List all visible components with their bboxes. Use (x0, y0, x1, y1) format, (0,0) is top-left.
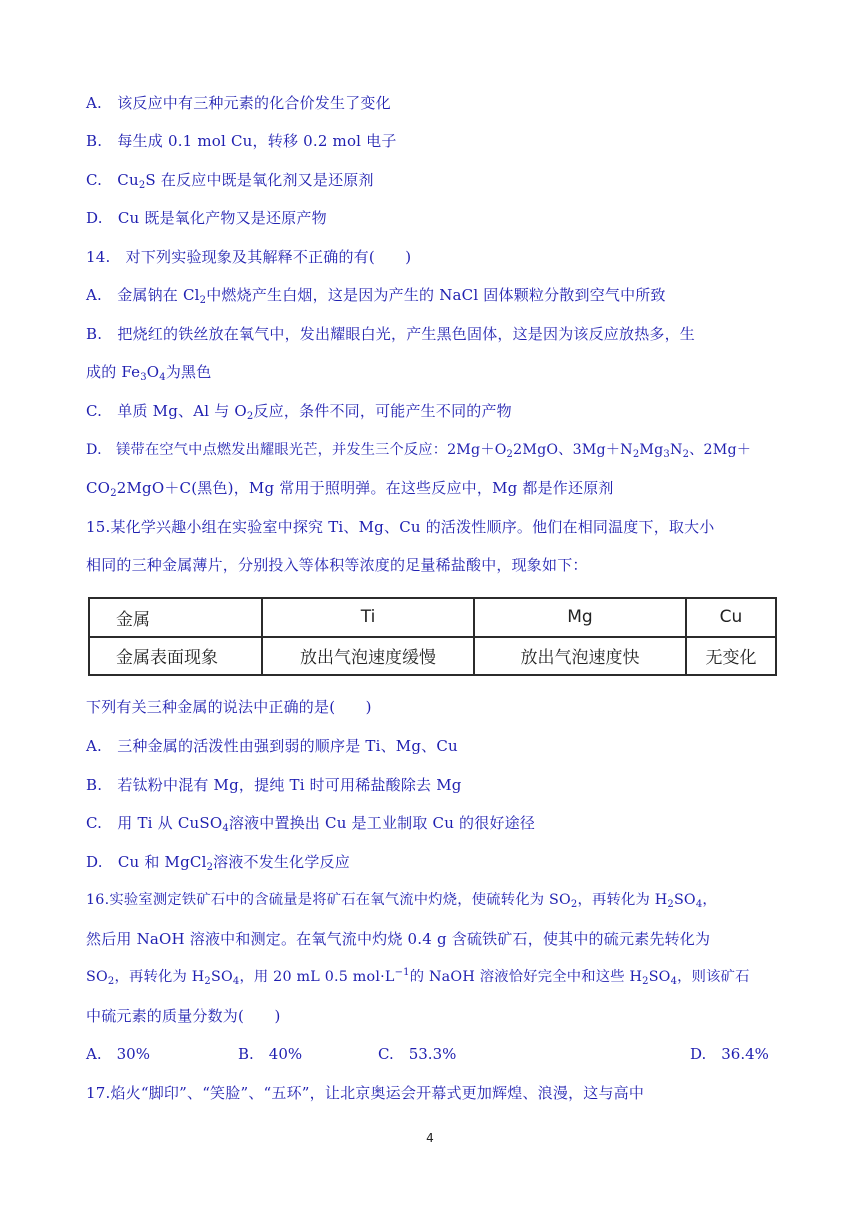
q13-option-c: C. $Cu_2S$ 在反应中既是氧化剂又是还原剂 (86, 171, 374, 191)
q16-stem-line1: 16.实验室测定铁矿石中的含硫量是将矿石在氧气流中灼烧，使硫转化为 $SO_2$，再转化为 $H_2SO_4$， (86, 892, 717, 910)
q15-question: 下列有关三种金属的说法中正确的是( ) (86, 698, 372, 716)
q14-stem: 14. 对下列实验现象及其解释不正确的有( ) (86, 248, 412, 266)
q16-stem-line3: $SO_2$，再转化为 $H_2SO_4$，用 20 mL 0.5 $mol\cdot L^{-1}$的 NaOH 溶液恰好完全中和这些 $H_2SO_4$，则该矿石 (86, 967, 750, 987)
table-cell: Ti (262, 598, 474, 637)
table-cell: 金属 (89, 598, 262, 637)
q14-option-d: D. 镁带在空气中点燃发出耀眼光芒，并发生三个反应：$2Mg+O_22MgO$、$3Mg+N_2Mg_3N_2$、2Mg＋ (86, 442, 752, 460)
q13-option-a: A. 该反应中有三种元素的化合价发生了变化 (86, 94, 391, 112)
q16-option-b: B. 40% (238, 1045, 303, 1063)
table-cell: 金属表面现象 (89, 637, 262, 676)
q15-stem-line1: 15.某化学兴趣小组在实验室中探究 Ti、Mg、Cu 的活泼性顺序。他们在相同温度下，取大小 (86, 518, 715, 536)
table-cell: 无变化 (686, 637, 776, 676)
q14-option-c: C. 单质 Mg、Al 与 $O_2$反应，条件不同，可能产生不同的产物 (86, 402, 512, 422)
table-cell: 放出气泡速度缓慢 (262, 637, 474, 676)
table-cell: Mg (474, 598, 686, 637)
q14-option-a: A. 金属钠在 $Cl_2$中燃烧产生白烟，这是因为产生的 NaCl 固体颗粒分散到空气中所致 (86, 286, 666, 306)
q13-option-d: D. Cu 既是氧化产物又是还原产物 (86, 209, 327, 227)
q16-option-d: D. 36.4% (690, 1045, 769, 1063)
q14-option-b-cont: 成的 $Fe_3O_4$为黑色 (86, 363, 212, 383)
q15-option-d: D. Cu 和 MgCl$_2$溶液不发生化学反应 (86, 853, 350, 873)
table-cell: Cu (686, 598, 776, 637)
q16-stem-line4: 中硫元素的质量分数为( ) (86, 1007, 281, 1025)
page-number: 4 (426, 1131, 434, 1145)
q16-option-a: A. 30% (86, 1045, 150, 1063)
q14-option-b: B. 把烧红的铁丝放在氧气中，发出耀眼白光，产生黑色固体，这是因为该反应放热多，生 (86, 325, 695, 343)
table-row (89, 637, 776, 676)
table-header-row (89, 598, 776, 637)
q13-option-b: B. 每生成 0.1 mol Cu，转移 0.2 mol 电子 (86, 132, 397, 150)
q15-metal-table (88, 597, 777, 676)
q17-stem-line1: 17.焰火“脚印”、“笑脸”、“五环”，让北京奥运会开幕式更加辉煌、浪漫，这与高中 (86, 1084, 645, 1102)
q16-stem-line2: 然后用 NaOH 溶液中和测定。在氧气流中灼烧 0.4 g 含硫铁矿石，使其中的硫元素先转化为 (86, 930, 711, 948)
q16-option-c: C. 53.3% (378, 1045, 457, 1063)
q15-option-b: B. 若钛粉中混有 Mg，提纯 Ti 时可用稀盐酸除去 Mg (86, 776, 462, 794)
table-cell: 放出气泡速度快 (474, 637, 686, 676)
q14-option-d-cont: $CO_22MgO+C$(黑色)，Mg 常用于照明弹。在这些反应中，Mg 都是作还原剂 (86, 479, 614, 499)
q15-option-a: A. 三种金属的活泼性由强到弱的顺序是 Ti、Mg、Cu (86, 737, 458, 755)
q15-stem-line2: 相同的三种金属薄片，分别投入等体积等浓度的足量稀盐酸中，现象如下： (86, 556, 588, 574)
q15-option-c: C. 用 Ti 从 CuSO$_4$溶液中置换出 Cu 是工业制取 Cu 的很好途径 (86, 814, 536, 834)
